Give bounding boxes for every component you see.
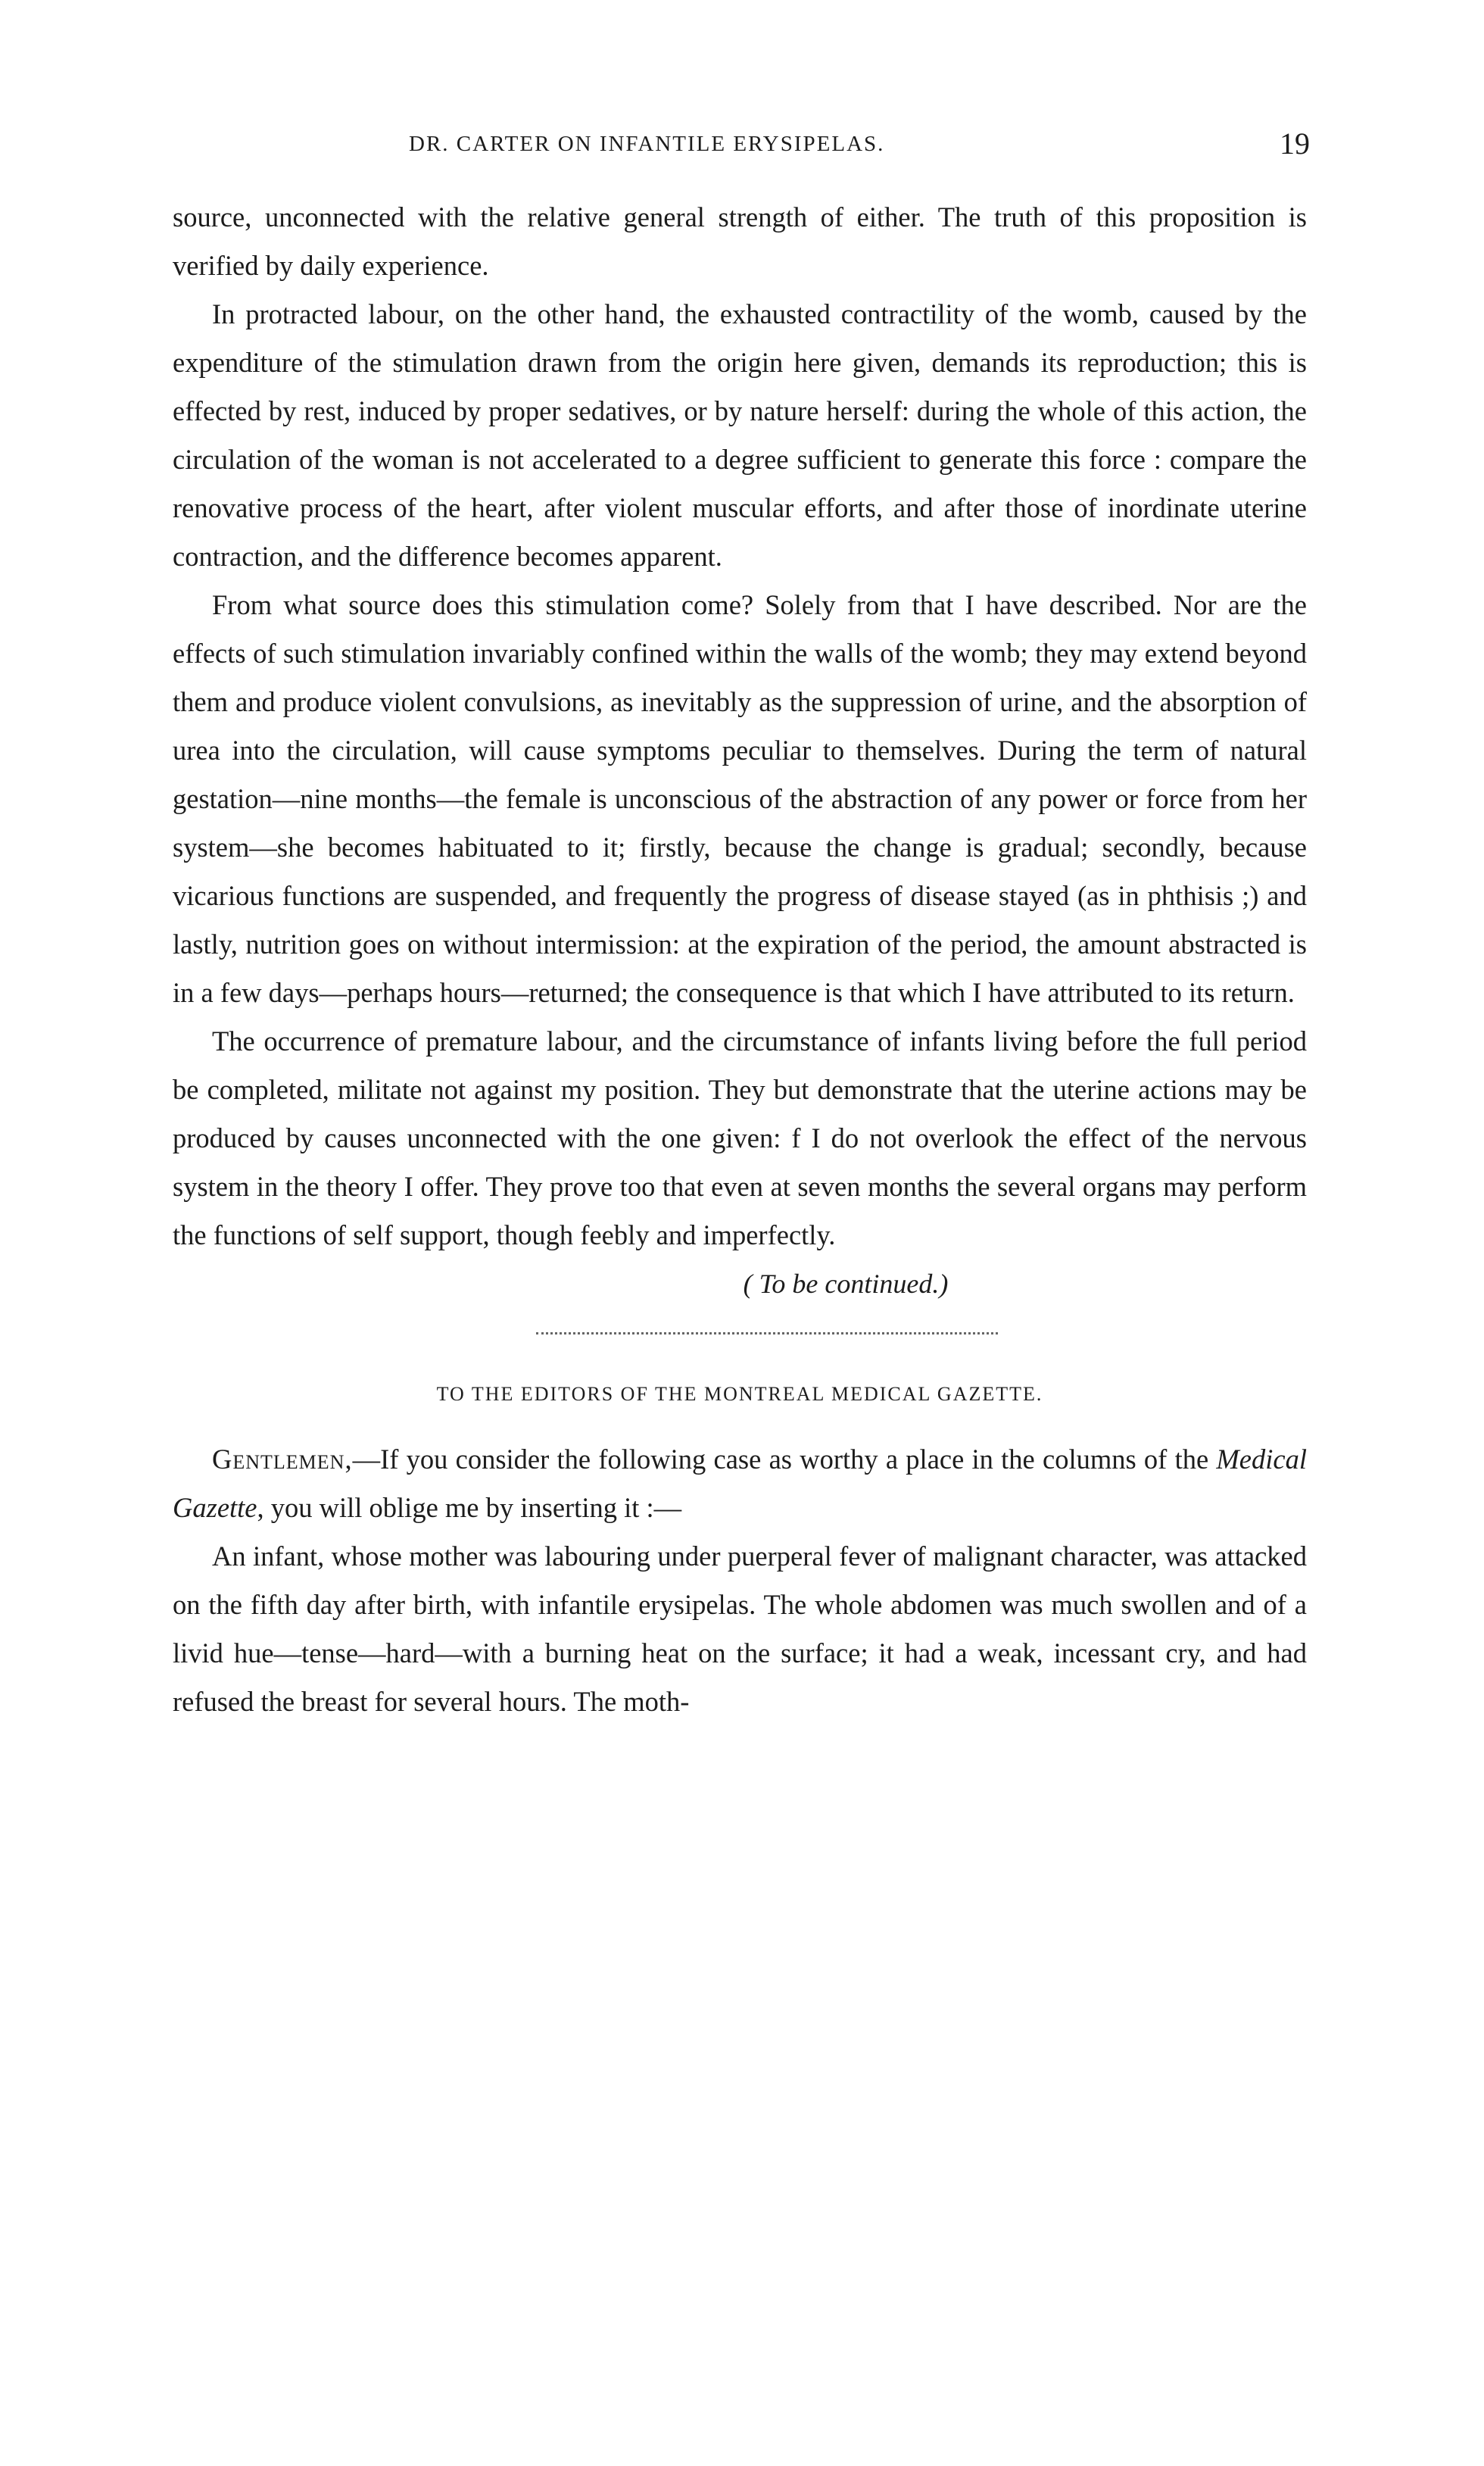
to-be-continued-text: ( To be continued.) [743, 1269, 949, 1299]
section-divider [173, 1308, 1307, 1361]
journal-title: Medical Gazette [173, 1444, 1307, 1523]
page-number: 19 [1280, 126, 1310, 161]
letter-p1-text: —If you consider the following case as worthy a place in the columns of the [352, 1444, 1217, 1475]
running-head [174, 126, 1310, 171]
letter-paragraph-2: An infant, whose mother was labouring under puerperal fever of malignant character, was attacked on the fifth day after birth, with infantile erysipelas. The whole abdomen was much swollen and of a livid hue—tense—hard—with a burning heat on the surface; it had a weak, incessant cry, and had refused the breast for several hours. The moth- [173, 1540, 1307, 1717]
letter-p1-end: , you will oblige me by inserting it :— [257, 1492, 682, 1523]
paragraph-4: The occurrence of premature labour, and the circumstance of infants living before the full period be completed, militate not against my position. They but demonstrate that the uterine actions may be produced by causes unconnected with the one given: f I do not overlook the effect of the nervous system in the theory I offer. They prove too that even at seven months the several organs may perform the functions of self support, though feebly and imperfectly. [173, 1025, 1307, 1250]
paragraph-3: From what source does this stimulation come? Solely from that I have described. Nor are the effects of such stimulation invariably confined within the walls of the womb; they may extend beyond them and produce violent convulsions, as inevitably as the suppression of urine, and the absorption of urea into the circulation, will cause symptoms peculiar to themselves. During the term of natural gestation—nine months—the female is unconscious of the abstraction of any power or force from her system—she becomes habituated to it; firstly, because the change is gradual; secondly, because vicarious functions are suspended, and frequently the progress of disease stayed (as in phthisis ;) and lastly, nutrition goes on without intermission: at the expiration of the period, the amount abstracted is in a few days—perhaps hours—returned; the consequence is that which I have attributed to its return. [173, 589, 1307, 1008]
running-title: DR. CARTER ON INFANTILE ERYSIPELAS. [409, 132, 885, 156]
to-be-continued [173, 1260, 1307, 1308]
main-text [173, 193, 1307, 1726]
paragraph-1: source, unconnected with the relative general strength of either. The truth of this proposition is verified by daily experience. [173, 201, 1307, 281]
letter-paragraph-1 [173, 1435, 1307, 1532]
dotted-rule [536, 1332, 998, 1334]
letter-salutation: Gentlemen, [212, 1444, 353, 1475]
paragraph-2: In protracted labour, on the other hand, the exhausted contractility of the womb, caused by the expenditure of the stimulation drawn from the origin here given, demands its reproduction; this is effected by rest, induced by proper sedatives, or by nature herself: during the whole of this action, the circulation of the woman is not accelerated to a degree sufficient to generate this force : compare the renovative process of the heart, after violent muscular efforts, and after those of inordinate uterine contraction, and the difference becomes apparent. [173, 298, 1307, 572]
letter-heading: TO THE EDITORS OF THE MONTREAL MEDICAL GAZETTE. [436, 1383, 1043, 1405]
